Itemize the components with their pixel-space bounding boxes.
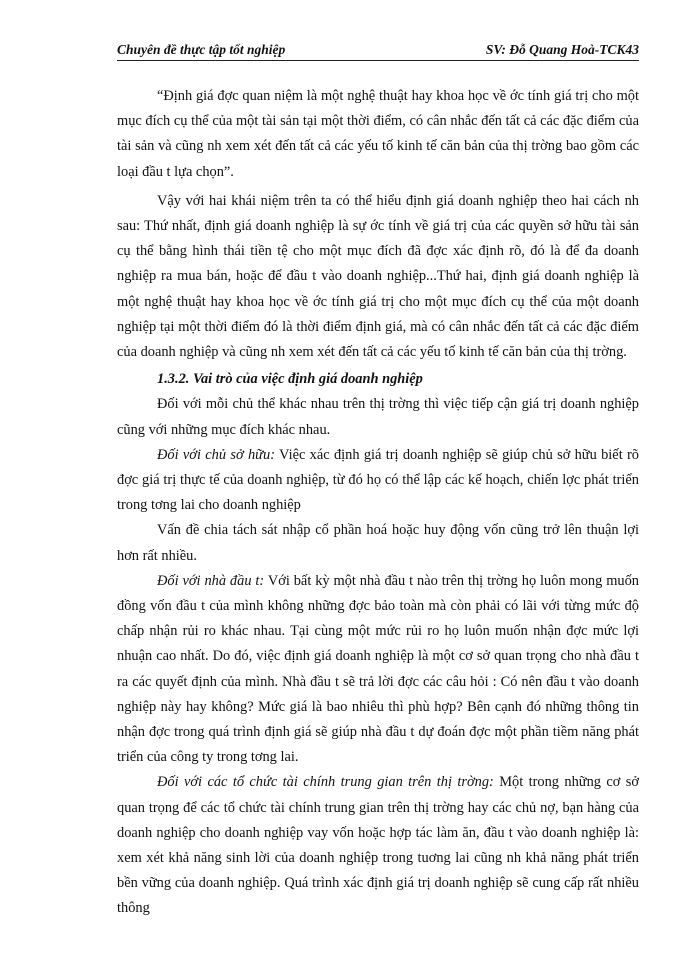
definition-paragraph: Vậy với hai khái niệm trên ta có thể hiểu định giá doanh nghiệp theo hai cách nh sau: Thứ nhất, định giá doanh nghiệp là sự ớc tính về giá trị của các quyền sở hữu tài sản cụ thể bằng hình thái tiền tệ cho một mục đích đã đợc xác định rõ, đó là để đa doanh nghiệp ra mua bán, hoặc để đầu t vào doanh nghiệp...Thứ hai, định giá doanh nghiệp là một nghệ thuật hay khoa học về ớc tính giá trị cho một mục đích cụ thể của một doanh nghiệp tại một thời điểm đó là thời điểm định giá, mà có cân nhắc đến tất cả các đặc điểm của doanh nghiệp và cũng nh xem xét đến tất cả các yếu tố kinh tế căn bản của thị trờng. — [117, 192, 639, 361]
page-header — [117, 38, 639, 61]
merger-paragraph: Vấn đề chia tách sát nhập cổ phần hoá hoặc huy động vốn cũng trở lên thuận lợi hơn rất nhiều. — [117, 522, 639, 564]
investor-lead: Đối với nhà đầu t: — [157, 572, 265, 589]
finance-text: Một trong những cơ sở quan trọng để các tổ chức tài chính trung gian trên thị trờng hay các chủ nợ, bạn hàng của doanh nghiệp cho doanh nghiệp vay vốn hoặc hợp tác làm ăn, đầu t vào doanh nghiệp là: xem xét khả năng sinh lời của doanh nghiệp trong tuơng lai cũng nh khả năng phát triển bền vững của doanh nghiệp. Quá trình xác định giá trị doanh nghiệp sẽ cung cấp rất nhiều thông — [117, 774, 639, 917]
owner-text: Việc xác định giá trị doanh nghiệp sẽ giúp chủ sở hữu biết rõ đợc giá trị thực tế của doanh nghiệp, từ đó họ có thể lập các kế hoạch, chiến lợc phát triển trong tơng lai cho doanh nghiệp — [117, 446, 639, 514]
section-heading: 1.3.2. Vai trò của việc định giá doanh nghiệp — [157, 371, 423, 388]
document-body — [117, 84, 639, 922]
finance-paragraph — [117, 770, 639, 921]
investor-text: Với bất kỳ một nhà đầu t nào trên thị trờng họ luôn mong muốn đồng vốn đầu t của mình không những đợc bảo toàn mà còn phải có lãi với từng mức độ chấp nhận rủi ro khác nhau. Tại cùng một mức rủi ro họ luôn muốn nhận đợc mức lợi nhuận cao nhất. Do đó, việc định giá doanh nghiệp là một cơ sở quan trọng cho nhà đầu t ra các quyết định của mình. Nhà đầu t sẽ trả lời đợc các câu hỏi : Có nên đầu t vào doanh nghiệp này hay không? Mức giá là bao nhiêu thì phù hợp? Bên cạnh đó những thông tin nhận đợc trong quá trình định giá sẽ giúp nhà đầu t dự đoán đợc một phần tiềm năng phát triển của công ty trong tơng lai. — [117, 572, 639, 766]
owner-lead: Đối với chủ sở hữu: — [157, 446, 275, 463]
header-author: SV: Đỗ Quang Hoà-TCK43 — [485, 42, 639, 57]
finance-lead: Đối với các tổ chức tài chính trung gian trên thị trờng: — [157, 774, 494, 791]
owner-paragraph — [117, 443, 639, 519]
quote-paragraph: “Định giá đợc quan niệm là một nghệ thuật hay khoa học về ớc tính giá trị cho một mục đích cụ thể của một tài sản tại một thời điểm, có cân nhắc đến tất cả các đặc điểm của tài sản và cũng nh xem xét đến tất cả các yếu tố kinh tế căn bản của thị trờng bao gồm các loại đầu t lựa chọn”. — [117, 88, 639, 180]
investor-paragraph — [117, 569, 639, 771]
section-intro-paragraph: Đối với mỗi chủ thể khác nhau trên thị trờng thì việc tiếp cận giá trị doanh nghiệp cũng với những mục đích khác nhau. — [117, 396, 639, 438]
header-title: Chuyên đề thực tập tốt nghiệp — [117, 42, 286, 57]
